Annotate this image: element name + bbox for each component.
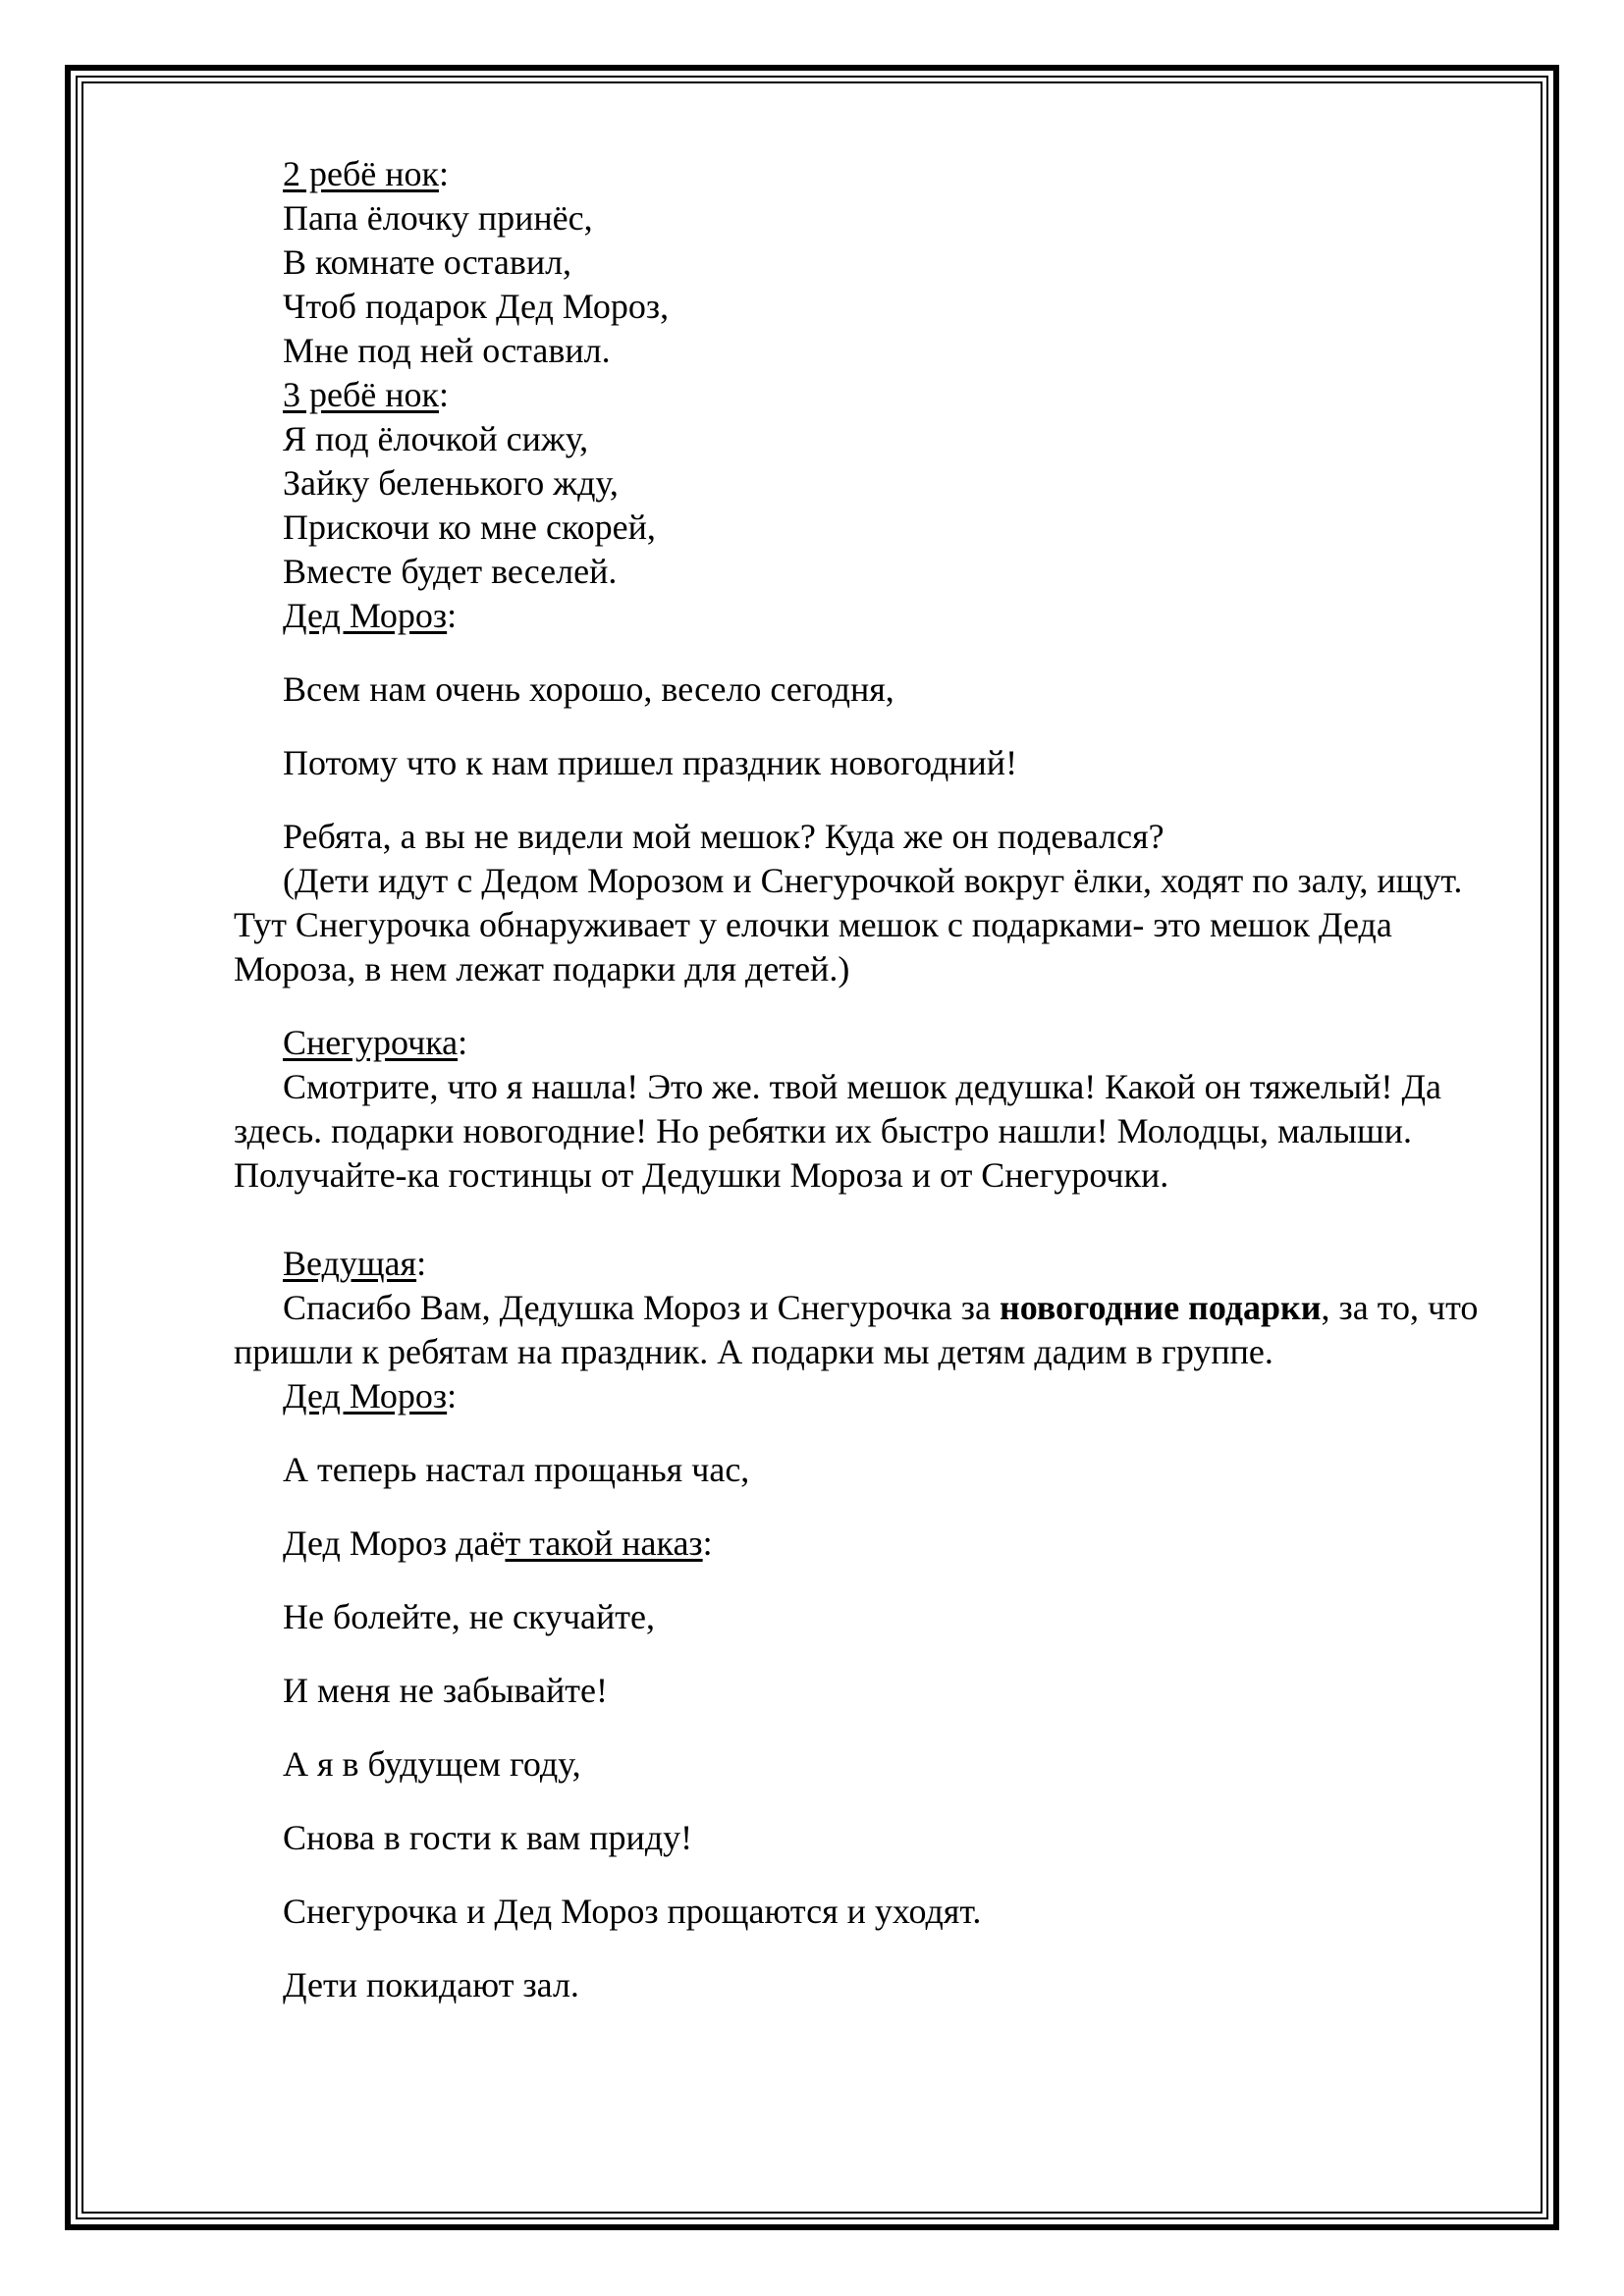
speaker-name: Ведущая [283, 1244, 417, 1283]
verse-line: А теперь настал прощанья час, [283, 1450, 750, 1489]
verse-line: Ребята, а вы не видели мой мешок? Куда же он подевался? [283, 817, 1164, 856]
verse-line: Прискочи ко мне скорей, [283, 507, 656, 547]
verse-line: Папа ёлочку принёс, [283, 198, 593, 238]
dialogue-paragraph: Смотрите, что я нашла! Это же. твой мешок дедушка! Какой он тяжелый! Да здесь. подарки новогодние! Но ребятки их быстро нашли! Молодцы, малыши. Получайте-ка гостинцы от Дедушки Мороза и от Снегурочки. [234, 1067, 1442, 1195]
speaker-line: Дед Мороз: [283, 596, 458, 635]
stage-direction: (Дети идут с Дедом Морозом и Снегурочкой вокруг ёлки, ходят по залу, ищут. Тут Снегурочка обнаруживает у елочки мешок с подарками- это мешок Деда Мороза, в нем лежат подарки для детей.) [234, 861, 1463, 988]
speaker-line: 3 ребё нок: [283, 375, 450, 414]
verse-line: Дети покидают зал. [283, 1965, 579, 2004]
verse-line: Зайку беленького жду, [283, 463, 619, 503]
bold-phrase: новогодние подарки [999, 1288, 1322, 1327]
verse-line: В комнате оставил, [283, 242, 572, 282]
speaker-name: Дед Мороз [283, 596, 448, 635]
verse-line: Снова в гости к вам приду! [283, 1818, 693, 1857]
speaker-line: Дед Мороз: [283, 1376, 458, 1415]
verse-line: Потому что к нам пришел праздник новогодний! [283, 743, 1018, 782]
speaker-line: Снегурочка: [283, 1023, 468, 1062]
speaker-line: Ведущая: [283, 1244, 427, 1283]
underlined-phrase: т такой наказ [505, 1523, 703, 1563]
verse-line: Вместе будет веселей. [283, 552, 618, 591]
verse-line: Дед Мороз даёт такой наказ: [283, 1523, 713, 1563]
verse-line: И меня не забывайте! [283, 1671, 608, 1710]
dialogue-paragraph: Спасибо Вам, Дедушка Мороз и Снегурочка за новогодние подарки, за то, что пришли к ребятам на праздник. А подарки мы детям дадим в группе. [234, 1288, 1479, 1371]
speaker-line: 2 ребё нок: [283, 154, 450, 193]
verse-line: Мне под ней оставил. [283, 331, 611, 370]
verse-line: Не болейте, не скучайте, [283, 1597, 656, 1636]
speaker-name: 2 ребё нок [283, 154, 440, 193]
verse-line: Всем нам очень хорошо, весело сегодня, [283, 669, 894, 709]
verse-line: Снегурочка и Дед Мороз прощаются и уходят. [283, 1892, 982, 1931]
speaker-name: Снегурочка [283, 1023, 459, 1062]
script-text [234, 152, 1510, 2007]
speaker-name: Дед Мороз [283, 1376, 448, 1415]
verse-line: Чтоб подарок Дед Мороз, [283, 287, 670, 326]
verse-line: А я в будущем году, [283, 1744, 581, 1784]
speaker-name: 3 ребё нок [283, 375, 440, 414]
verse-line: Я под ёлочкой сижу, [283, 419, 589, 458]
